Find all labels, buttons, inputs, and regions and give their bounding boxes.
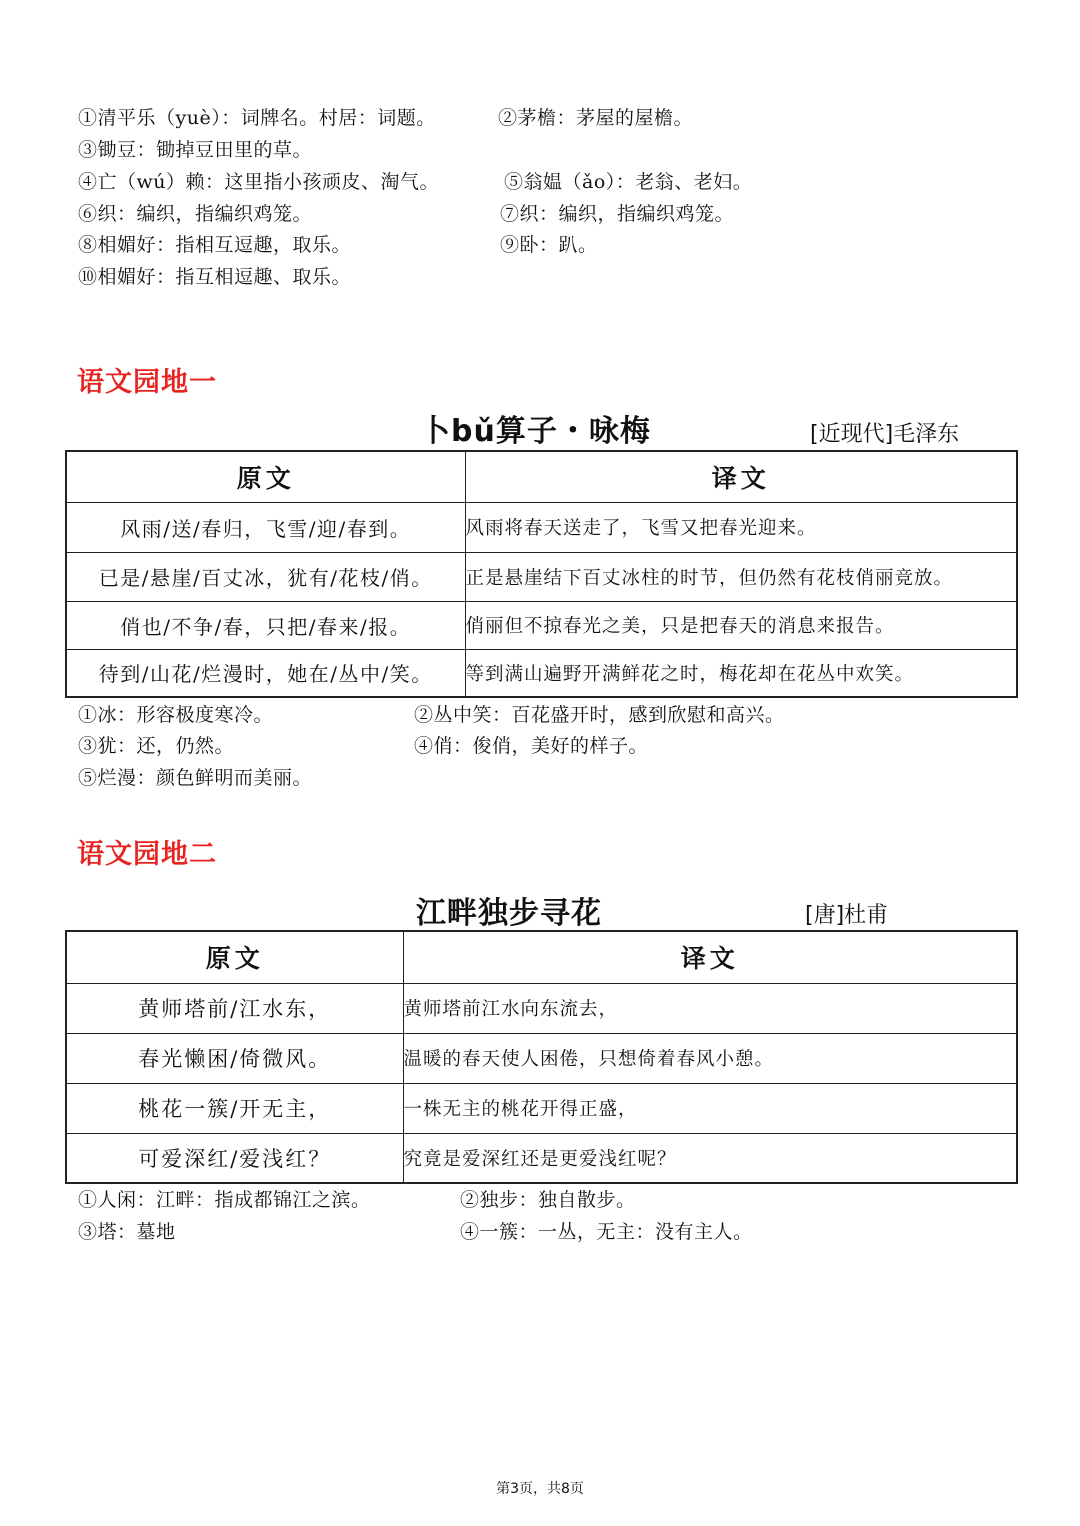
table-header-row <box>66 451 1017 502</box>
table-row <box>66 1083 1017 1133</box>
page-number: 第3页，共8页 <box>496 1481 584 1497</box>
section1-note-1: ①冰：形容极度寒冷。 <box>78 704 274 726</box>
column-header-translation: 译文 <box>465 451 1017 502</box>
original-line: 已是/悬崖/百丈冰，犹有/花枝/俏。 <box>66 552 465 601</box>
original-line: 待到/山花/烂漫时，她在/丛中/笑。 <box>66 649 465 697</box>
translation-line: 一株无主的桃花开得正盛， <box>403 1083 1017 1133</box>
note-9: ⑨卧：趴。 <box>500 234 598 256</box>
note-10: ⑩相媚好：指互相逗趣、取乐。 <box>78 266 352 288</box>
translation-line: 黄师塔前江水向东流去， <box>403 983 1017 1033</box>
table-row <box>66 601 1017 649</box>
note-4: ④亡（wú）赖：这里指小孩顽皮、淘气。 <box>78 171 440 193</box>
original-line: 桃花一簇/开无主， <box>66 1083 403 1133</box>
translation-line: 温暖的春天使人困倦，只想倚着春风小憩。 <box>403 1033 1017 1083</box>
translation-line: 等到满山遍野开满鲜花之时，梅花却在花丛中欢笑。 <box>465 649 1017 697</box>
column-header-original: 原文 <box>66 451 465 502</box>
section-heading-1: 语文园地一 <box>77 367 217 398</box>
note-8: ⑧相媚好：指相互逗趣，取乐。 <box>78 234 352 256</box>
column-header-original: 原文 <box>66 931 403 983</box>
section-heading-2: 语文园地二 <box>77 839 217 870</box>
section1-note-2: ②丛中笑：百花盛开时，感到欣慰和高兴。 <box>414 704 785 726</box>
poem-author-2: [唐]杜甫 <box>805 903 889 928</box>
note-3: ③锄豆：锄掉豆田里的草。 <box>78 139 313 161</box>
column-header-translation: 译文 <box>403 931 1017 983</box>
poem-title-1: 卜bǔ算子・咏梅 <box>420 414 651 449</box>
table-row <box>66 552 1017 601</box>
translation-line: 究竟是爱深红还是更爱浅红呢？ <box>403 1133 1017 1183</box>
translation-line: 正是悬崖结下百丈冰柱的时节，但仍然有花枝俏丽竞放。 <box>465 552 1017 601</box>
section1-note-4: ④俏：俊俏，美好的样子。 <box>414 735 649 757</box>
original-line: 可爱深红/爱浅红？ <box>66 1133 403 1183</box>
original-line: 黄师塔前/江水东， <box>66 983 403 1033</box>
poem-table-1 <box>65 450 1018 698</box>
section1-note-3: ③犹：还，仍然。 <box>78 735 235 757</box>
original-line: 春光懒困/倚微风。 <box>66 1033 403 1083</box>
table-row <box>66 649 1017 697</box>
poem-author-1: [近现代]毛泽东 <box>810 422 960 447</box>
table-row <box>66 502 1017 552</box>
section1-note-5: ⑤烂漫：颜色鲜明而美丽。 <box>78 767 313 789</box>
note-2: ②茅檐：茅屋的屋檐。 <box>498 107 694 129</box>
note-6: ⑥织：编织，指编织鸡笼。 <box>78 203 313 225</box>
section2-note-1: ①人闲：江畔：指成都锦江之滨。 <box>78 1189 371 1211</box>
original-line: 俏也/不争/春，只把/春来/报。 <box>66 601 465 649</box>
table-row <box>66 1133 1017 1183</box>
poem-table-2 <box>65 930 1018 1184</box>
section2-note-2: ②独步：独自散步。 <box>460 1189 636 1211</box>
translation-line: 风雨将春天送走了，飞雪又把春光迎来。 <box>465 502 1017 552</box>
section2-note-4: ④一簇：一丛，无主：没有主人。 <box>460 1221 753 1243</box>
table-row <box>66 983 1017 1033</box>
note-7: ⑦织：编织，指编织鸡笼。 <box>500 203 735 225</box>
note-5: ⑤翁媪（ǎo）：老翁、老妇。 <box>504 171 753 193</box>
section2-note-3: ③塔：墓地 <box>78 1221 176 1243</box>
poem-title-2: 江畔独步寻花 <box>416 896 602 931</box>
table-row <box>66 1033 1017 1083</box>
note-1: ①清平乐（yuè）：词牌名。村居：词题。 <box>78 107 436 129</box>
translation-line: 俏丽但不掠春光之美，只是把春天的消息来报告。 <box>465 601 1017 649</box>
table-header-row <box>66 931 1017 983</box>
original-line: 风雨/送/春归，飞雪/迎/春到。 <box>66 502 465 552</box>
